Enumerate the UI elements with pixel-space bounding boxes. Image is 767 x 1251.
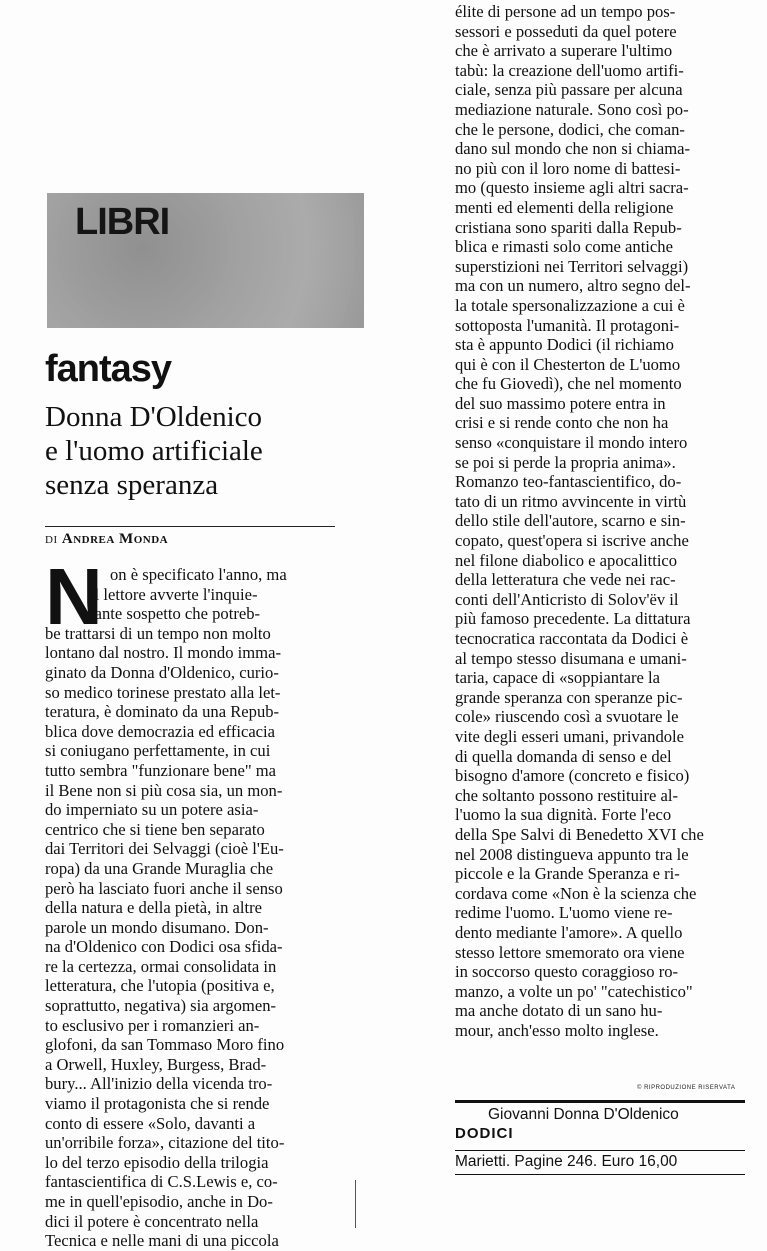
text-line: manzo, a volte un po' "catechistico" <box>455 981 693 1001</box>
text-line: élite di persone ad un tempo pos- <box>455 2 676 21</box>
text-line: na d'Oldenico con Dodici osa sfida- <box>45 937 283 957</box>
book-author: Giovanni Donna D'Oldenico <box>488 1106 679 1123</box>
text-line: l'uomo la sua dignità. Forte l'eco <box>455 805 672 825</box>
text-line: tabù: la creazione dell'uomo artifi- <box>455 60 684 80</box>
drop-cap: N <box>45 552 103 641</box>
text-line: in soccorso questo coraggioso ro- <box>455 962 679 982</box>
text-line: lo del terzo episodio della trilogia <box>45 1152 269 1172</box>
text-line: la totale spersonalizzazione a cui è <box>455 295 685 315</box>
text-line: cordava come «Non è la scienza che <box>455 883 697 903</box>
byline <box>45 531 168 548</box>
text-line: taria, capace di «soppiantare la <box>455 668 661 688</box>
text-line: stesso lettore smemorato ora viene <box>455 942 685 962</box>
text-line: nel filone diabolico e apocalittico <box>455 550 678 570</box>
book-box-mid-rule <box>455 1150 745 1151</box>
text-line: si coniugano perfettamente, in cui <box>45 741 271 761</box>
text-line: conto di essere «Solo, davanti a <box>45 1113 256 1133</box>
text-line: del suo massimo potere entra in <box>455 393 666 413</box>
headline <box>45 400 345 502</box>
text-line: ma con un numero, altro segno del- <box>455 276 691 296</box>
text-line: blica dove democrazia ed efficacia <box>45 721 276 741</box>
text-line: però ha lasciato fuori anche il senso <box>45 878 283 898</box>
copyright-notice: © RIPRODUZIONE RISERVATA <box>637 1085 736 1091</box>
text-line: il lettore avverte l'inquie- <box>90 584 258 604</box>
text-line: della Spe Salvi di Benedetto XVI che <box>455 824 704 844</box>
text-line: menti ed elementi della religione <box>455 197 674 217</box>
text-line: cristiana sono spariti dalla Repub- <box>455 217 682 237</box>
text-line: centrico che si tiene ben separato <box>45 819 265 839</box>
text-line: viamo il protagonista che si rende <box>45 1094 270 1114</box>
text-line: re la certezza, ormai consolidata in <box>45 956 277 976</box>
text-line: no più con il loro nome di battesi- <box>455 158 681 178</box>
text-line: che fu Giovedì), che nel momento <box>455 374 682 394</box>
text-line: Tecnica e nelle mani di una piccola <box>45 1231 279 1251</box>
section-banner <box>47 193 364 328</box>
byline-rule <box>45 526 335 527</box>
article-column-left <box>45 565 345 1251</box>
text-line: lontano dal nostro. Il mondo imma- <box>45 643 281 663</box>
text-line: conti dell'Anticristo di Solov'ëv il <box>455 589 679 609</box>
headline-line: senza speranza <box>45 469 219 501</box>
text-line: tutto sembra "funzionare bene" ma <box>45 760 277 780</box>
text-line: ma anche dotato di un sano hu- <box>455 1001 663 1021</box>
text-line: della letteratura che vede nei rac- <box>455 570 676 590</box>
text-line: superstizioni nei Territori selvaggi) <box>455 256 689 276</box>
text-line: di quella domanda di senso e del <box>455 746 672 766</box>
text-line: senso «conquistare il mondo intero <box>455 433 688 453</box>
text-line: mour, anch'esso molto inglese. <box>455 1020 659 1040</box>
text-line: sta è appunto Dodici (il richiamo <box>455 335 674 355</box>
text-line: piccole e la Grande Speranza e ri- <box>455 864 680 884</box>
text-line: so medico torinese prestato alla let- <box>45 682 281 702</box>
text-line: fantascientifica di C.S.Lewis e, co- <box>45 1172 278 1192</box>
text-line: ginato da Donna d'Oldenico, curio- <box>45 662 279 682</box>
text-line: crisi e si rende conto che non ha <box>455 413 669 433</box>
text-line: dello stile dell'autore, scarno e sin- <box>455 511 686 531</box>
text-line: mo (questo insieme agli altri sacra- <box>455 178 689 198</box>
text-line: che è arrivato a superare l'ultimo <box>455 41 673 61</box>
text-line: tecnocratica raccontata da Dodici è <box>455 629 689 648</box>
text-line: ropa) da una Grande Muraglia che <box>45 858 274 878</box>
text-line: qui è con il Chesterton de L'uomo <box>455 354 681 374</box>
text-line: on è specificato l'anno, ma <box>110 565 287 584</box>
text-line: un'orribile forza», citazione del tito- <box>45 1133 285 1153</box>
article-column-right <box>455 2 755 1040</box>
text-line: bury... All'inizio della vicenda tro- <box>45 1074 273 1094</box>
column-divider <box>355 1180 356 1228</box>
text-line: che soltanto possono restituire al- <box>455 785 679 805</box>
text-line: nel 2008 distingueva appunto tra le <box>455 844 689 864</box>
book-title: DODICI <box>455 1125 514 1142</box>
text-line: teratura, è dominato da una Repub- <box>45 702 280 722</box>
text-line: do imperniato su un potere asia- <box>45 800 259 820</box>
book-publisher-line: Marietti. Pagine 246. Euro 16,00 <box>455 1153 678 1170</box>
text-line: che le persone, dodici, che coman- <box>455 119 685 139</box>
text-line: mediazione naturale. Sono così po- <box>455 99 689 119</box>
text-line: dano sul mondo che non si chiama- <box>455 139 691 159</box>
text-line: sessori e posseduti da quel potere <box>455 21 677 41</box>
text-line: dento mediante l'amore». A quello <box>455 922 683 942</box>
byline-prefix: di <box>45 531 58 547</box>
text-line: cole» riuscendo così a svuotare le <box>455 707 679 727</box>
byline-author: Andrea Monda <box>61 531 169 547</box>
text-line: sottoposta l'umanità. Il protagoni- <box>455 315 680 335</box>
section-label: fantasy <box>45 348 172 390</box>
text-line: parole un mondo disumano. Don- <box>45 917 269 937</box>
text-line: glofoni, da san Tommaso Moro fino <box>45 1035 285 1055</box>
text-line: redime l'uomo. L'uomo viene re- <box>455 903 673 923</box>
headline-line: Donna D'Oldenico <box>45 401 263 433</box>
text-line: Romanzo teo-fantascientifico, do- <box>455 472 682 492</box>
text-line: della natura e della pietà, in altre <box>45 898 262 918</box>
text-line: tante sospetto che potreb- <box>90 604 261 624</box>
text-line: a Orwell, Huxley, Burgess, Brad- <box>45 1054 267 1074</box>
text-line: to esclusivo per i romanzieri an- <box>45 1015 260 1035</box>
text-line: dici il potere è concentrato nella <box>45 1211 259 1231</box>
text-line: letteratura, che l'utopia (positiva e, <box>45 976 275 996</box>
text-line: grande speranza con speranze pic- <box>455 687 683 707</box>
text-line: tato di un ritmo avvincente in virtù <box>455 491 687 511</box>
text-line: dai Territori dei Selvaggi (cioè l'Eu- <box>45 839 284 859</box>
book-box-bottom-rule <box>455 1174 745 1175</box>
text-line: più famoso precedente. La dittatura <box>455 609 691 629</box>
text-line: bisogno d'amore (concreto e fisico) <box>455 766 690 786</box>
text-line: vite degli esseri umani, privandole <box>455 726 685 746</box>
text-line: se poi si perde la propria anima». <box>455 452 676 472</box>
text-line: be trattarsi di un tempo non molto <box>45 623 271 643</box>
headline-line: e l'uomo artificiale <box>45 435 263 467</box>
text-line: blica e rimasti solo come antiche <box>455 237 673 257</box>
text-line: al tempo stesso disumana e umani- <box>455 648 687 668</box>
book-box-top-rule <box>455 1100 745 1103</box>
text-line: il Bene non si più cosa sia, un mon- <box>45 780 283 800</box>
banner-label: LIBRI <box>75 201 170 243</box>
text-line: soprattutto, negativa) sia argomen- <box>45 996 277 1016</box>
text-line: me in quell'episodio, anche in Do- <box>45 1192 273 1211</box>
text-line: copato, quest'opera si iscrive anche <box>455 531 689 551</box>
text-line: ciale, senza più passare per alcuna <box>455 80 683 100</box>
